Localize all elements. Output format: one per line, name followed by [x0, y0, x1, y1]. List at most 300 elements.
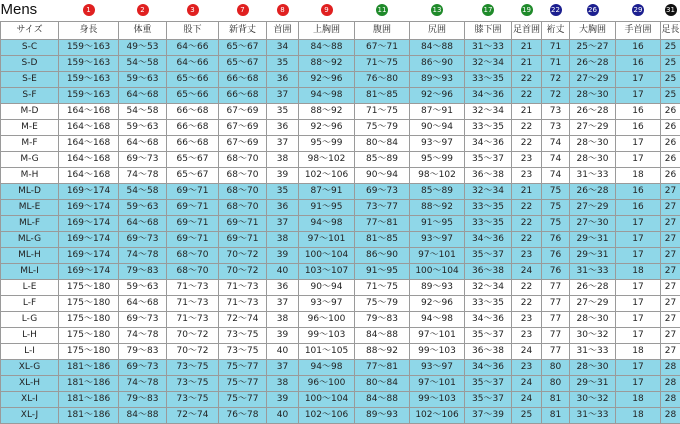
table-cell: 16: [616, 104, 661, 120]
table-cell: 25: [512, 408, 542, 424]
table-cell: 85～89: [410, 184, 465, 200]
table-cell: 72～74: [219, 312, 267, 328]
table-cell: 67～69: [219, 104, 267, 120]
size-code-cell: L-F: [1, 296, 59, 312]
table-cell: 24: [512, 376, 542, 392]
table-cell: 88～92: [410, 200, 465, 216]
table-cell: 90～94: [355, 168, 410, 184]
size-code-cell: L-E: [1, 280, 59, 296]
table-cell: 75～79: [355, 296, 410, 312]
table-cell: 72: [542, 88, 570, 104]
table-cell: 32～34: [465, 104, 512, 120]
table-cell: 85～89: [355, 152, 410, 168]
table-cell: 23: [512, 360, 542, 376]
table-cell: 99～103: [410, 392, 465, 408]
table-cell: 97～101: [410, 376, 465, 392]
table-cell: 91～95: [299, 200, 355, 216]
table-cell: 39: [267, 328, 299, 344]
table-cell: 81: [542, 392, 570, 408]
table-cell: 64～68: [119, 88, 167, 104]
table-cell: 24: [512, 344, 542, 360]
table-cell: 27: [661, 312, 680, 328]
column-header: 大胸囲: [570, 22, 616, 40]
table-cell: 17: [616, 152, 661, 168]
table-cell: 181～186: [59, 360, 119, 376]
table-cell: 28～30: [570, 360, 616, 376]
table-cell: 100～104: [299, 248, 355, 264]
table-cell: 169～174: [59, 264, 119, 280]
table-cell: 29～31: [570, 232, 616, 248]
table-cell: 75～77: [219, 360, 267, 376]
table-cell: 84～88: [299, 40, 355, 56]
table-cell: 97～101: [299, 232, 355, 248]
table-cell: 74～78: [119, 168, 167, 184]
table-cell: 88～92: [299, 56, 355, 72]
table-cell: 65～67: [167, 152, 219, 168]
table-cell: 17: [616, 312, 661, 328]
title-cell: [1, 1, 59, 22]
size-code-cell: ML-I: [1, 264, 59, 280]
column-header: 裄丈: [542, 22, 570, 40]
table-cell: 26: [661, 168, 680, 184]
table-cell: 34～36: [465, 136, 512, 152]
table-cell: 33～35: [465, 72, 512, 88]
table-cell: 74～78: [119, 376, 167, 392]
table-cell: 67～69: [219, 136, 267, 152]
table-cell: 35～37: [465, 392, 512, 408]
table-cell: 32～34: [465, 184, 512, 200]
table-cell: 175～180: [59, 296, 119, 312]
table-cell: 99～103: [410, 344, 465, 360]
table-cell: 100～104: [299, 392, 355, 408]
table-row: [1, 264, 680, 280]
table-cell: 97～101: [410, 328, 465, 344]
table-cell: 22: [512, 232, 542, 248]
marker-cell: [119, 1, 167, 22]
table-cell: 17: [616, 248, 661, 264]
size-code-cell: XL-G: [1, 360, 59, 376]
marker-cell: [512, 1, 542, 22]
table-cell: 96～100: [299, 376, 355, 392]
table-cell: 37: [267, 360, 299, 376]
size-code-cell: L-H: [1, 328, 59, 344]
table-cell: 35～37: [465, 328, 512, 344]
table-cell: 31～33: [465, 40, 512, 56]
table-row: [1, 184, 680, 200]
table-cell: 86～90: [355, 248, 410, 264]
table-cell: 76～80: [355, 72, 410, 88]
table-cell: 86～90: [410, 56, 465, 72]
table-cell: 75: [542, 216, 570, 232]
table-cell: 27: [661, 248, 680, 264]
table-cell: 69～71: [167, 200, 219, 216]
column-header: 上胸囲: [299, 22, 355, 40]
table-cell: 159～163: [59, 40, 119, 56]
table-cell: 33～35: [465, 200, 512, 216]
table-cell: 21: [512, 40, 542, 56]
table-cell: 22: [512, 120, 542, 136]
table-cell: 23: [512, 168, 542, 184]
table-cell: 31～33: [570, 408, 616, 424]
marker-cell: [355, 1, 410, 22]
table-cell: 76: [542, 232, 570, 248]
table-row: [1, 360, 680, 376]
table-cell: 36～38: [465, 168, 512, 184]
marker-cell: [410, 1, 465, 22]
table-cell: 69～71: [167, 232, 219, 248]
table-cell: 25: [661, 88, 680, 104]
table-cell: 169～174: [59, 184, 119, 200]
table-cell: 65～66: [167, 88, 219, 104]
table-cell: 76～78: [219, 408, 267, 424]
size-code-cell: ML-D: [1, 184, 59, 200]
table-cell: 54～58: [119, 104, 167, 120]
table-cell: 79～83: [119, 264, 167, 280]
table-cell: 64～68: [119, 136, 167, 152]
number-marker-icon: 1: [83, 4, 95, 16]
table-cell: 26: [661, 136, 680, 152]
column-header: 足長: [661, 22, 680, 40]
column-header: 手首囲: [616, 22, 661, 40]
table-cell: 37: [267, 136, 299, 152]
table-row: [1, 232, 680, 248]
table-cell: 66～68: [167, 120, 219, 136]
table-cell: 27～29: [570, 296, 616, 312]
table-row: [1, 72, 680, 88]
table-row: [1, 312, 680, 328]
table-cell: 77～81: [355, 360, 410, 376]
table-cell: 21: [512, 56, 542, 72]
table-row: [1, 392, 680, 408]
size-code-cell: L-G: [1, 312, 59, 328]
table-cell: 38: [267, 152, 299, 168]
table-cell: 101～105: [299, 344, 355, 360]
table-cell: 25～27: [570, 40, 616, 56]
table-cell: 102～106: [410, 408, 465, 424]
table-cell: 77: [542, 296, 570, 312]
size-code-cell: XL-J: [1, 408, 59, 424]
table-cell: 64～68: [119, 216, 167, 232]
size-code-cell: S-E: [1, 72, 59, 88]
table-cell: 17: [616, 376, 661, 392]
table-cell: 75～79: [355, 120, 410, 136]
size-code-cell: XL-I: [1, 392, 59, 408]
table-cell: 34～36: [465, 232, 512, 248]
table-cell: 23: [512, 248, 542, 264]
table-cell: 17: [616, 72, 661, 88]
table-cell: 73～75: [167, 360, 219, 376]
table-cell: 68～70: [167, 248, 219, 264]
table-cell: 91～95: [355, 264, 410, 280]
table-cell: 36: [267, 72, 299, 88]
table-cell: 66～68: [219, 88, 267, 104]
table-cell: 54～58: [119, 184, 167, 200]
table-cell: 35: [267, 56, 299, 72]
table-cell: 17: [616, 136, 661, 152]
table-cell: 175～180: [59, 280, 119, 296]
table-cell: 87～91: [299, 184, 355, 200]
table-cell: 25: [661, 56, 680, 72]
table-cell: 21: [512, 104, 542, 120]
table-cell: 71～73: [167, 312, 219, 328]
table-cell: 169～174: [59, 248, 119, 264]
table-cell: 16: [616, 184, 661, 200]
table-cell: 73: [542, 104, 570, 120]
table-cell: 73～77: [355, 200, 410, 216]
number-marker-icon: 19: [522, 6, 531, 14]
table-cell: 69～73: [355, 184, 410, 200]
table-cell: 40: [267, 264, 299, 280]
table-cell: 38: [267, 312, 299, 328]
table-cell: 79～83: [119, 344, 167, 360]
table-cell: 68～70: [167, 264, 219, 280]
header-row: [1, 22, 680, 40]
table-cell: 68～70: [219, 200, 267, 216]
table-cell: 38: [267, 232, 299, 248]
table-cell: 22: [512, 200, 542, 216]
table-cell: 29～31: [570, 248, 616, 264]
table-cell: 37: [267, 216, 299, 232]
table-cell: 33～35: [465, 216, 512, 232]
table-cell: 17: [616, 296, 661, 312]
table-cell: 21: [512, 184, 542, 200]
table-cell: 159～163: [59, 72, 119, 88]
column-header: 体重: [119, 22, 167, 40]
table-row: [1, 104, 680, 120]
table-cell: 71～75: [355, 104, 410, 120]
table-cell: 17: [616, 216, 661, 232]
table-row: [1, 328, 680, 344]
table-cell: 72～74: [167, 408, 219, 424]
column-header: 尻囲: [410, 22, 465, 40]
table-cell: 30～32: [570, 328, 616, 344]
table-cell: 31～33: [570, 264, 616, 280]
table-cell: 64～68: [119, 296, 167, 312]
table-row: [1, 88, 680, 104]
table-cell: 164～168: [59, 120, 119, 136]
page-title: Mens: [0, 1, 38, 18]
table-cell: 22: [512, 296, 542, 312]
table-cell: 28～30: [570, 88, 616, 104]
table-cell: 69～71: [167, 184, 219, 200]
table-cell: 87～91: [410, 104, 465, 120]
table-cell: 89～93: [355, 408, 410, 424]
number-marker-icon: 31: [666, 6, 675, 14]
table-cell: 28～30: [570, 152, 616, 168]
table-cell: 27: [661, 328, 680, 344]
table-row: [1, 168, 680, 184]
table-cell: 81: [542, 408, 570, 424]
table-cell: 80～84: [355, 376, 410, 392]
table-cell: 22: [512, 72, 542, 88]
table-cell: 26～28: [570, 56, 616, 72]
table-cell: 59～63: [119, 200, 167, 216]
marker-row: [1, 1, 680, 22]
table-row: [1, 344, 680, 360]
table-cell: 65～66: [167, 72, 219, 88]
table-cell: 94～98: [410, 312, 465, 328]
table-cell: 164～168: [59, 168, 119, 184]
table-row: [1, 152, 680, 168]
table-cell: 28: [661, 376, 680, 392]
table-row: [1, 216, 680, 232]
table-cell: 66～68: [219, 72, 267, 88]
size-code-cell: M-G: [1, 152, 59, 168]
table-cell: 23: [512, 312, 542, 328]
number-marker-icon: 8: [277, 4, 289, 16]
size-code-cell: M-E: [1, 120, 59, 136]
table-cell: 75～77: [219, 376, 267, 392]
size-code-cell: S-C: [1, 40, 59, 56]
table-cell: 67～69: [219, 120, 267, 136]
table-cell: 69～73: [119, 232, 167, 248]
table-cell: 17: [616, 360, 661, 376]
table-cell: 159～163: [59, 56, 119, 72]
column-header: サイズ: [1, 22, 59, 40]
table-cell: 27～30: [570, 216, 616, 232]
table-cell: 23: [512, 328, 542, 344]
table-cell: 39: [267, 392, 299, 408]
table-cell: 36～38: [465, 344, 512, 360]
column-header: 足首囲: [512, 22, 542, 40]
table-row: [1, 408, 680, 424]
table-cell: 84～88: [355, 328, 410, 344]
table-cell: 77: [542, 344, 570, 360]
table-cell: 73～75: [167, 376, 219, 392]
number-marker-icon: 13: [432, 6, 442, 14]
table-cell: 73～75: [219, 344, 267, 360]
table-row: [1, 280, 680, 296]
table-cell: 75～77: [219, 392, 267, 408]
table-cell: 69～73: [119, 360, 167, 376]
table-cell: 27～29: [570, 200, 616, 216]
table-row: [1, 120, 680, 136]
table-cell: 97～101: [410, 248, 465, 264]
table-cell: 16: [616, 120, 661, 136]
table-cell: 71～73: [219, 296, 267, 312]
table-cell: 27: [661, 296, 680, 312]
table-cell: 75: [542, 184, 570, 200]
table-cell: 22: [512, 216, 542, 232]
table-cell: 18: [616, 344, 661, 360]
column-header: 首囲: [267, 22, 299, 40]
table-cell: 80: [542, 360, 570, 376]
table-cell: 175～180: [59, 344, 119, 360]
table-cell: 40: [267, 344, 299, 360]
marker-cell: [267, 1, 299, 22]
table-cell: 181～186: [59, 376, 119, 392]
table-cell: 28: [661, 392, 680, 408]
table-cell: 34～36: [465, 360, 512, 376]
size-code-cell: L-I: [1, 344, 59, 360]
table-cell: 59～63: [119, 280, 167, 296]
table-cell: 65～67: [219, 40, 267, 56]
table-cell: 70～72: [167, 328, 219, 344]
table-cell: 103～107: [299, 264, 355, 280]
table-cell: 69～73: [119, 312, 167, 328]
table-cell: 99～103: [299, 328, 355, 344]
table-cell: 71～75: [355, 280, 410, 296]
table-cell: 26: [661, 152, 680, 168]
table-cell: 91～95: [410, 216, 465, 232]
marker-cell: [299, 1, 355, 22]
table-cell: 24: [512, 392, 542, 408]
table-cell: 95～99: [410, 152, 465, 168]
table-row: [1, 136, 680, 152]
table-cell: 33～35: [465, 120, 512, 136]
table-cell: 92～96: [410, 296, 465, 312]
table-cell: 98～102: [299, 152, 355, 168]
table-cell: 88～92: [299, 104, 355, 120]
number-marker-icon: 26: [588, 6, 597, 14]
table-cell: 34～36: [465, 88, 512, 104]
table-cell: 90～94: [410, 120, 465, 136]
table-cell: 23: [512, 152, 542, 168]
table-cell: 94～98: [299, 88, 355, 104]
table-cell: 17: [616, 232, 661, 248]
table-cell: 71: [542, 56, 570, 72]
table-cell: 18: [616, 264, 661, 280]
table-cell: 88～92: [355, 344, 410, 360]
number-marker-icon: 29: [633, 6, 643, 14]
table-cell: 39: [267, 248, 299, 264]
table-cell: 69～71: [167, 216, 219, 232]
table-cell: 79～83: [355, 312, 410, 328]
table-cell: 75: [542, 200, 570, 216]
marker-cell: [570, 1, 616, 22]
table-cell: 164～168: [59, 152, 119, 168]
table-cell: 27: [661, 232, 680, 248]
marker-cell: [542, 1, 570, 22]
table-cell: 36: [267, 200, 299, 216]
table-cell: 169～174: [59, 216, 119, 232]
table-cell: 74～78: [119, 328, 167, 344]
table-row: [1, 40, 680, 56]
marker-cell: [167, 1, 219, 22]
table-cell: 74～78: [119, 248, 167, 264]
table-cell: 26～28: [570, 184, 616, 200]
table-cell: 16: [616, 40, 661, 56]
table-cell: 73～75: [167, 392, 219, 408]
table-cell: 73～75: [219, 328, 267, 344]
table-cell: 59～63: [119, 72, 167, 88]
table-cell: 66～68: [167, 136, 219, 152]
table-cell: 26～28: [570, 104, 616, 120]
number-marker-icon: 3: [187, 4, 199, 16]
table-cell: 71: [542, 40, 570, 56]
table-cell: 27: [661, 200, 680, 216]
table-cell: 84～88: [410, 40, 465, 56]
table-row: [1, 296, 680, 312]
table-cell: 69～71: [219, 216, 267, 232]
table-cell: 102～106: [299, 408, 355, 424]
table-cell: 31～33: [570, 344, 616, 360]
table-cell: 74: [542, 168, 570, 184]
table-cell: 76: [542, 264, 570, 280]
table-cell: 35: [267, 184, 299, 200]
column-header: 腹囲: [355, 22, 410, 40]
column-header: 身長: [59, 22, 119, 40]
size-code-cell: ML-G: [1, 232, 59, 248]
table-cell: 175～180: [59, 328, 119, 344]
table-cell: 28: [661, 360, 680, 376]
table-cell: 95～99: [299, 136, 355, 152]
table-cell: 81～85: [355, 232, 410, 248]
table-cell: 33～35: [465, 296, 512, 312]
table-cell: 32～34: [465, 280, 512, 296]
table-row: [1, 56, 680, 72]
table-cell: 181～186: [59, 408, 119, 424]
